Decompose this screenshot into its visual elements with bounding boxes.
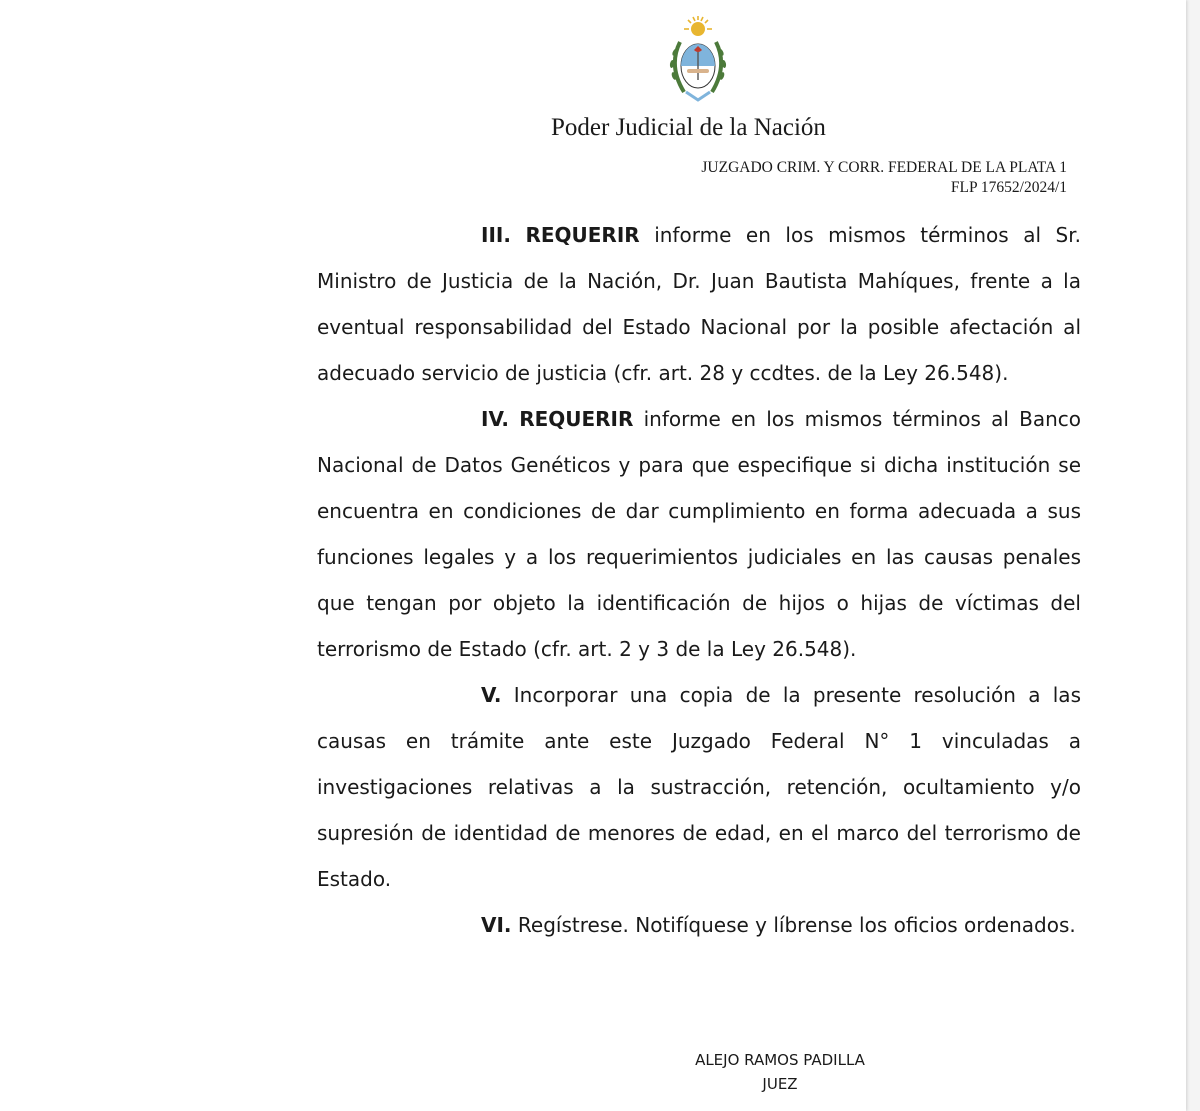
coat-of-arms-icon [666, 14, 730, 106]
court-name: JUZGADO CRIM. Y CORR. FEDERAL DE LA PLATA 1 [701, 159, 1067, 176]
case-number: FLP 17652/2024/1 [950, 179, 1067, 196]
resolution-body [317, 212, 1081, 948]
paragraph-text: informe en los mismos términos al Sr. Ministro de Justicia de la Nación, Dr. Juan Bautista Mahíques, frente a la eventual responsabilidad del Estado Nacional por la posible afectación al adecuado servicio de justicia (cfr. art. 28 y ccdtes. de la Ley 26.548). [317, 223, 1081, 385]
paragraph-number: VI. [481, 913, 512, 937]
judge-name: ALEJO RAMOS PADILLA [695, 1051, 865, 1069]
paragraph-iv [317, 396, 1081, 672]
paragraph-iii [317, 212, 1081, 396]
paragraph-number: III. [481, 223, 511, 247]
paragraph-verb: REQUERIR [519, 407, 634, 431]
paragraph-text: Incorporar una copia de la presente resolución a las causas en trámite ante este Juzgado Federal N° 1 vinculadas a investigaciones relativas a la sustracción, retención, ocultamiento y/o supresión de identidad de menores de edad, en el marco del terrorismo de Estado. [317, 683, 1081, 891]
paragraph-v [317, 672, 1081, 902]
sun-icon [684, 16, 712, 36]
paragraph-vi [317, 902, 1081, 948]
paragraph-verb: REQUERIR [525, 223, 640, 247]
paragraph-number: V. [481, 683, 502, 707]
paragraph-number: IV. [481, 407, 509, 431]
signature-block [620, 1048, 940, 1096]
paragraph-text: informe en los mismos términos al Banco Nacional de Datos Genéticos y para que especifique si dicha institución se encuentra en condiciones de dar cumplimiento en forma adecuada a sus funciones legales y a los requerimientos judiciales en las causas penales que tengan por objeto la identificación de hijos o hijas de víctimas del terrorismo de Estado (cfr. art. 2 y 3 de la Ley 26.548). [317, 407, 1082, 661]
institution-title: Poder Judicial de la Nación [551, 114, 826, 141]
judge-title: JUEZ [762, 1075, 798, 1093]
paragraph-text: Regístrese. Notifíquese y líbrense los oficios ordenados. [511, 913, 1076, 937]
court-header [701, 158, 1067, 198]
